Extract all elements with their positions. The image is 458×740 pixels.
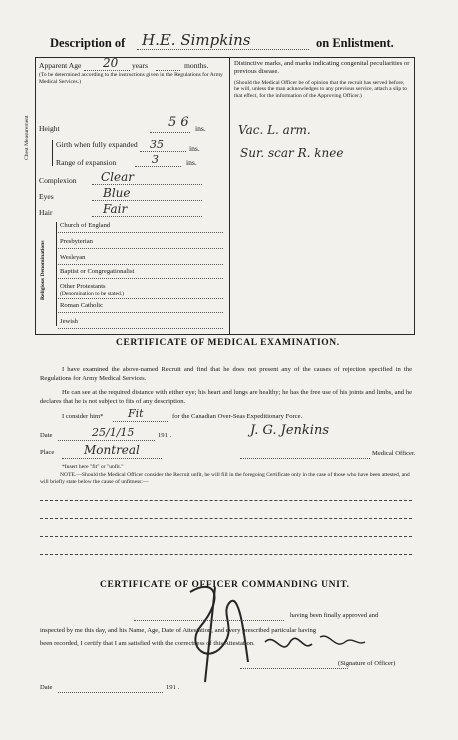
complexion-value: Clear	[101, 170, 135, 184]
age-label: Apparent Age	[39, 61, 82, 70]
medical-date-line	[58, 440, 155, 441]
months-label: months.	[184, 61, 209, 70]
medical-paragraph-1: I have examined the above-named Recruit and find that he does not present any of the causes of rejection specified in the Regulations for Army Medical Services.	[40, 366, 412, 382]
medical-place-label: Place	[40, 449, 55, 456]
medical-date-label: Date	[40, 432, 53, 439]
age-value: 20	[103, 56, 119, 70]
girth-label: Girth when fully expanded	[56, 140, 138, 149]
marks-note: (Should the Medical Officer be of opinion that the recruit has served before, he will, unless the man acknowledges to any previous service, attach a slip to that effect, for the information of the Approving Officer.)	[234, 80, 407, 99]
mark-2: Sur. scar R. knee	[240, 146, 344, 160]
years-label: years	[132, 61, 149, 70]
range-label: Range of expansion	[56, 158, 117, 167]
religion-row-line	[58, 278, 223, 279]
hair-line	[92, 216, 202, 217]
religion-roman-catholic: Roman Catholic	[60, 302, 104, 309]
religion-denomination-note: (Denomination to be stated.)	[60, 291, 125, 297]
religion-row-line	[58, 264, 223, 265]
header-prefix: Description of	[50, 36, 126, 50]
medical-place-line	[62, 458, 162, 459]
mark-1: Vac. L. arm.	[238, 123, 311, 137]
fit-line	[113, 421, 168, 422]
girth-line	[140, 151, 186, 152]
eyes-value: Blue	[103, 186, 131, 200]
medical-officer-signature: J. G. Jenkins	[250, 423, 330, 438]
age-line	[84, 70, 130, 71]
top-rule	[35, 57, 415, 58]
months-line	[156, 70, 180, 71]
chest-brace	[52, 140, 53, 166]
medical-date-value: 25/1/15	[92, 426, 135, 439]
religion-side-label: Religious Denominations	[40, 240, 46, 300]
religion-row-line	[58, 248, 223, 249]
religion-presbyterian: Presbyterian	[60, 238, 93, 245]
unfit-cause-line	[40, 500, 412, 501]
bottom-rule	[35, 334, 415, 335]
medical-year-label: 191 .	[158, 432, 172, 439]
officer-signature-scrawl	[170, 572, 370, 692]
unfit-cause-line	[40, 554, 412, 555]
officer-certificate-title: CERTIFICATE OF OFFICER COMMANDING UNIT.	[100, 580, 350, 590]
eyes-label: Eyes	[39, 192, 54, 201]
officer-year-label: 191 .	[166, 684, 180, 691]
officer-line-1: having been finally approved and	[290, 612, 379, 619]
religion-wesleyan: Wesleyan	[60, 254, 86, 261]
officer-date-line	[58, 692, 163, 693]
height-label: Height	[39, 124, 60, 133]
height-ins: ins.	[195, 124, 206, 133]
fit-footnote: *Insert here "fit" or "unfit."	[62, 464, 124, 470]
religion-other-protestants: Other Protestants	[60, 283, 106, 290]
marks-title: Distinctive marks, and marks indicating congenital peculiarities or previous disease.	[234, 60, 410, 75]
girth-value: 35	[150, 138, 164, 151]
age-note: (To be determined according to the instructions given in the Regulations for Army Medical Services.)	[39, 72, 223, 85]
medical-officer-label: Medical Officer.	[372, 450, 416, 457]
unfit-cause-line	[40, 536, 412, 537]
officer-date-label: Date	[40, 684, 53, 691]
middle-rule	[229, 57, 230, 335]
left-rule	[35, 57, 36, 335]
complexion-label: Complexion	[39, 176, 77, 185]
complexion-line	[92, 184, 202, 185]
range-ins: ins.	[186, 158, 197, 167]
religion-row-line	[58, 232, 223, 233]
officer-line-3: been recorded, I certify that I am satisfied with the correctness of this Attestation.	[40, 640, 255, 647]
unfit-cause-line	[40, 518, 412, 519]
hair-label: Hair	[39, 208, 53, 217]
height-value: 5 6	[168, 115, 189, 130]
eyes-line	[92, 200, 202, 201]
consider-suffix: for the Canadian Over-Seas Expeditionary Force.	[172, 413, 303, 420]
medical-officer-line	[240, 458, 370, 459]
officer-line-2: inspected by me this day, and his Name, Age, Date of Attestation, and every prescribed particular having	[40, 627, 317, 634]
religion-row-line	[58, 312, 223, 313]
medical-certificate-title: CERTIFICATE OF MEDICAL EXAMINATION.	[116, 338, 340, 348]
religion-baptist: Baptist or Congregationalist	[60, 268, 135, 275]
right-rule	[414, 57, 415, 335]
chest-side-label: Chest Measurement	[24, 115, 30, 160]
hair-value: Fair	[103, 202, 128, 216]
range-line	[135, 166, 181, 167]
fit-value: Fit	[128, 407, 144, 420]
officer-signature-label: (Signature of Officer)	[338, 660, 396, 667]
medical-paragraph-2: He can see at the required distance with either eye; his heart and lungs are healthy; he has the free use of his joints and limbs, and he declares that he is not subject to fits of any description.	[40, 389, 412, 405]
recruit-name: H.E. Simpkins	[142, 31, 251, 49]
header-suffix: on Enlistment.	[316, 36, 394, 50]
range-value: 3	[152, 153, 159, 166]
height-line	[150, 132, 190, 133]
girth-ins: ins.	[189, 144, 200, 153]
religion-church-of-england: Church of England	[60, 222, 111, 229]
religion-brace	[56, 222, 57, 326]
consider-prefix: I consider him*	[62, 413, 104, 420]
medical-place-value: Montreal	[84, 443, 140, 457]
unfit-note: NOTE.—Should the Medical Officer consider the Recruit unfit, he will fill in the foregoing Certificate only in the case of those who have been attested, and will briefly state below the cause of unfitness:—	[40, 472, 410, 485]
religion-jewish: Jewish	[60, 318, 78, 325]
religion-row-line	[58, 298, 223, 299]
religion-row-line	[58, 328, 223, 329]
name-line	[137, 49, 309, 50]
